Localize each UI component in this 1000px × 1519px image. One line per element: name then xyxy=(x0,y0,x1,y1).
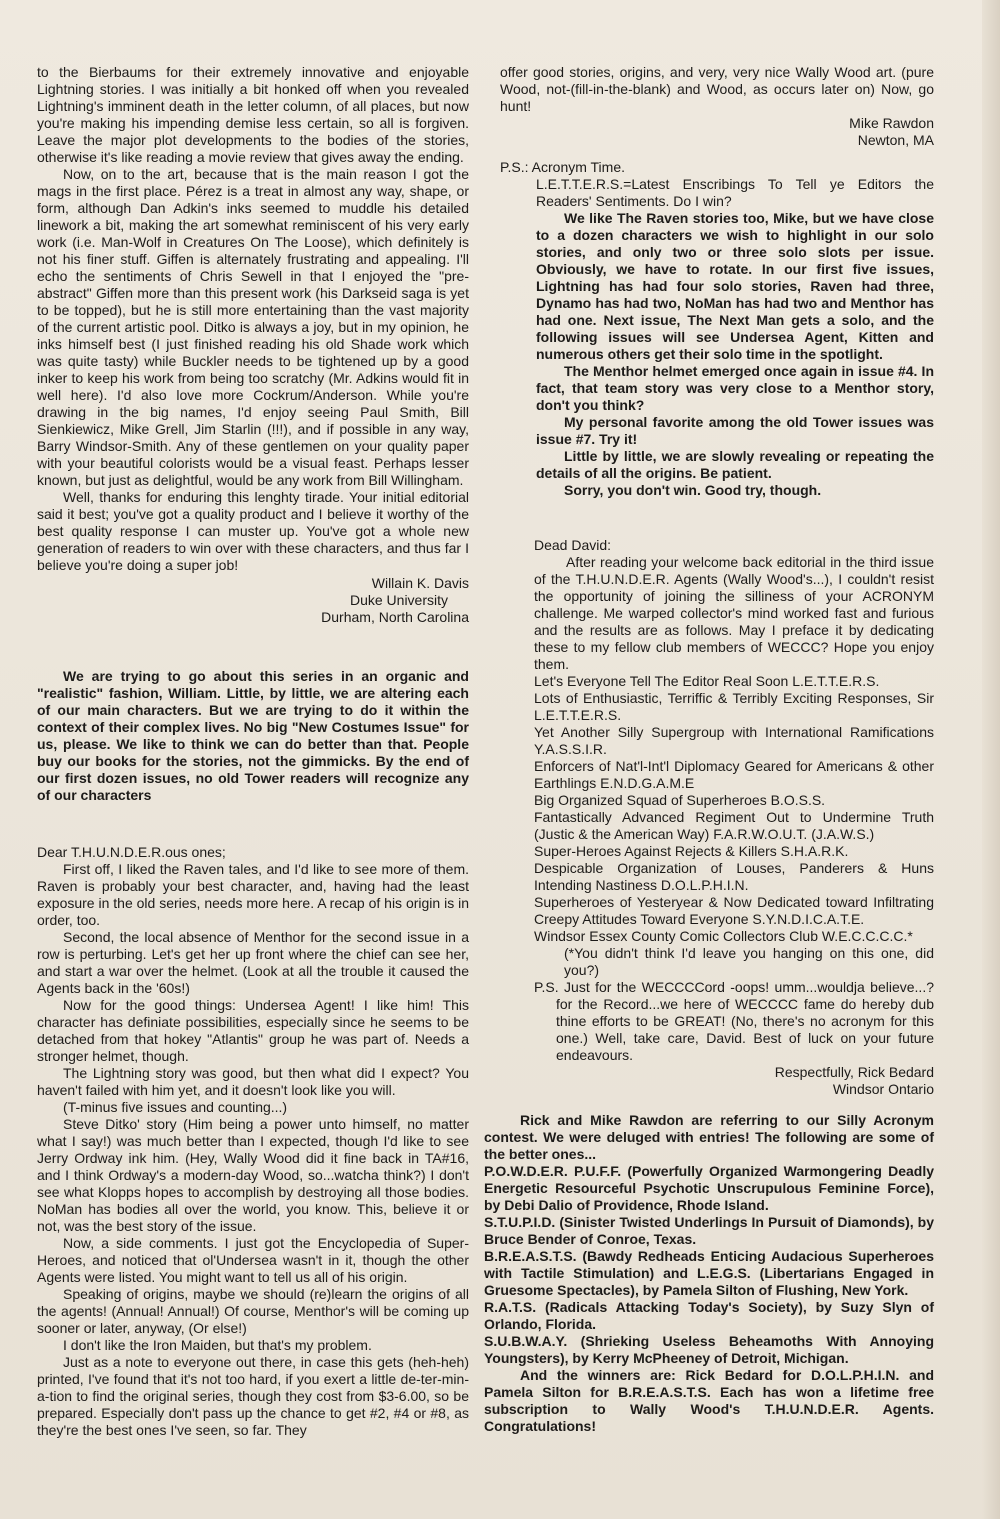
letter-bedard xyxy=(500,537,934,1098)
acronym-entry: Enforcers of Nat'l-Int'l Diplomacy Geared for Americans & other Earthlings E.N.D.G.A.M.E xyxy=(534,758,934,791)
acronym-entry: Big Organized Squad of Superheroes B.O.S.S. xyxy=(534,792,826,808)
editor-reply-text: We like The Raven stories too, Mike, but we have close to a dozen characters we wish to highlight in our solo stories, and only two or three solo slots per issue. Obviously, we have to rotate. In our first five issues, Lightning has had four solo stories, Raven had three, Dynamo has had two, NoMan has had two and Menthor has had one. Next issue, The Next Man gets a solo, and the following issues will see Undersea Agent, Kitten and numerous others get their solo time in the spotlight. xyxy=(536,210,934,362)
editor-reply-text: Little by little, we are slowly revealing or repeating the details of all the origins. Be patient. xyxy=(536,448,934,481)
editor-reply-text: The Menthor helmet emerged once again in issue #4. In fact, that team story was very close to a Menthor story, don't you think? xyxy=(536,363,934,413)
editor-reply-text: My personal favorite among the old Tower issues was issue #7. Try it! xyxy=(536,414,934,447)
letter-paragraph: (T-minus five issues and counting...) xyxy=(63,1099,288,1115)
acronym-entry: Lots of Enthusiastic, Terriffic & Terribly Exciting Responses, Sir L.E.T.T.E.R.S. xyxy=(534,690,934,723)
acronym-entry: Windsor Essex County Comic Collectors Club W.E.C.C.C.C.* xyxy=(534,928,913,944)
contest-winners: And the winners are: Rick Bedard for D.O.L.P.H.I.N. and Pamela Silton for B.R.E.A.S.T.S. Each has won a lifetime free subscription to Wally Wood's T.H.U.N.D.E.R. Agents. Congratulations! xyxy=(484,1367,934,1434)
footnote: (*You didn't think I'd leave you hanging on this one, did you?) xyxy=(564,945,934,978)
letter-paragraph: offer good stories, origins, and very, very nice Wally Wood art. (pure Wood, not-(fill-in-the-blank) and Wood, as occurs later on) Now, go hunt! xyxy=(500,64,934,114)
signature-name: Willain K. Davis xyxy=(371,575,469,591)
editor-reply-text: Sorry, you don't win. Good try, though. xyxy=(564,482,822,498)
letter-paragraph: First off, I liked the Raven tales, and I'd like to see more of them. Raven is probably your best character, and, having had the least exposure in the old series, needs more here. A recap of his origin is in order, too. xyxy=(37,861,469,928)
postscript-heading: P.S.: Acronym Time. xyxy=(500,159,626,175)
contest-entry: S.U.B.W.A.Y. (Shrieking Useless Beheamoths With Annoying Youngsters), by Kerry McPheeney of Detroit, Michigan. xyxy=(484,1333,934,1366)
letter-paragraph: Just as a note to everyone out there, in case this gets (heh-heh) printed, I've found that it's not too hard, if you exert a little de-ter-min-a-tion to find the original series, though they cost from $3-6.00, so be prepared. Especially don't pass up the chance to get #2, #4 or #8, as they're the best ones I've seen, so far. They xyxy=(37,1354,469,1438)
editor-reply-text: We are trying to go about this series in an organic and "realistic" fashion, William. Little, by little, we are altering each of our main characters. But we are trying to do it within the context of their complex lives. No big "New Costumes Issue" for us, please. We like to think we can do better than that. People buy our books for the stories, not the gimmicks. By the end of our first dozen issues, no old Tower readers will recognize any of our characters xyxy=(37,668,469,803)
signature-name: Respectfully, Rick Bedard xyxy=(774,1064,934,1080)
editor-reply-text: Rick and Mike Rawdon are referring to our Silly Acronym contest. We were deluged with entries! The following are some of the better ones... xyxy=(484,1112,934,1162)
letter-paragraph: Now, a side comments. I just got the Encyclopedia of Super-Heroes, and noticed that ol'Undersea wasn't in it, though the other Agents were listed. You might want to tell us all of his origin. xyxy=(37,1235,469,1285)
acronym-entry: Fantastically Advanced Regiment Out to Undermine Truth (Justic & the American Way) F.A.R.W.O.U.T. (J.A.W.S.) xyxy=(534,809,934,842)
salutation: Dear T.H.U.N.D.E.R.ous ones; xyxy=(37,844,226,860)
editor-reply-rawdon xyxy=(500,210,934,499)
contest-entry: R.A.T.S. (Radicals Attacking Today's Society), by Suzy Slyn of Orlando, Florida. xyxy=(484,1299,934,1332)
letter-paragraph: I don't like the Iron Maiden, but that's my problem. xyxy=(63,1337,372,1353)
letter-paragraph: Speaking of origins, maybe we should (re)learn the origins of all the agents! (Annual! Annual!) Of course, Menthor's will be coming up sooner or later, anyway, (Or else!) xyxy=(37,1286,469,1336)
page-edge-shadow xyxy=(982,0,1000,1519)
letter-paragraph: After reading your welcome back editorial in the third issue of the T.H.U.N.D.E.R. Agents (Wally Wood's...), I couldn't resist the opportunity of joining the silliness of your ACRONYM challenge. Me warped collector's mind worked fast and furious and the results are as follows. May I preface it by dedicating these to my fellow club members of WECCC? Hope you enjoy them. xyxy=(534,554,934,672)
letter-davis xyxy=(37,64,469,626)
letter-paragraph: The Lightning story was good, but then what did I expect? You haven't failed with him yet, and it doesn't look like you will. xyxy=(37,1065,469,1098)
contest-entry: B.R.E.A.S.T.S. (Bawdy Redheads Enticing Audacious Superheroes with Tactile Stimulation) and L.E.G.S. (Libertarians Engaged in Gruesome Spectacles), by Pamela Silton of Flushing, New York. xyxy=(484,1248,934,1298)
letter-paragraph: Now, on to the art, because that is the main reason I got the mags in the first place. Pérez is a treat in almost any way, shape, or form, although Dan Adkin's inks seemed to muddle his detailed linework a bit, making the art somewhat reminiscent of his very early work (i.e. Man-Wolf in Creatures On The Loose), which definitely is not his finer stuff. Giffen is alternately frustrating and appealing. I'll echo the sentiments of Chris Sewell in that I enjoyed the "pre-abstract" Giffen more than this present work (his Darkseid saga is yet to be topped), but he is still more entertaining than the vast majority of the current artistic pool. Ditko is always a joy, but in my opinion, he inks himself best (I just finished reading his old Shade work which was quite tasty) while Buckler needs to be tightened up by a good inker to keep his work from being too scratchy (Mr. Adkins would fit in well here). I'd also love more Cockrum/Anderson. While you're drawing in the big names, I'd enjoy seeing Paul Smith, Bill Sienkiewicz, Mike Grell, Jim Starlin (!!!), and if possible in any way, Barry Windsor-Smith. Any of these gentlemen on your quality paper with your beautiful colorists would be a visual feast. Perhaps lesser known, but just as delightful, would be any work from Bill Willingham. xyxy=(37,166,469,488)
acronym-entry: Superheroes of Yesteryear & Now Dedicated toward Infiltrating Creepy Attitudes Toward Everyone S.Y.N.D.I.C.A.T.E. xyxy=(534,894,934,927)
acronym-entry: Let's Everyone Tell The Editor Real Soon L.E.T.T.E.R.S. xyxy=(534,673,880,689)
acronym-list xyxy=(534,673,934,945)
signature-location: Windsor Ontario xyxy=(832,1081,934,1097)
postscript: P.S. Just for the WECCCCord -oops! umm...wouldja believe...? for the Record...we here of WECCCC fame do hereby dub thine efforts to be GREAT! (No, there's no acronym for this one.) Well, take care, David. Best of luck on your future endeavours. xyxy=(534,979,934,1063)
signature-name: Mike Rawdon xyxy=(849,115,934,131)
signature-affiliation: Duke University xyxy=(349,592,448,608)
contest-entry: S.T.U.P.I.D. (Sinister Twisted Underlings In Pursuit of Diamonds), by Bruce Bender of Conroe, Texas. xyxy=(484,1214,934,1247)
signature xyxy=(37,575,469,626)
signature-location: Durham, North Carolina xyxy=(321,609,469,625)
letter-paragraph: Second, the local absence of Menthor for the second issue in a row is perturbing. Let's get her up front where the chief can see her, and start a war over the helmet. (Look at all the trouble it caused the Agents back in the '60s!) xyxy=(37,929,469,996)
letter-rawdon-continued xyxy=(500,64,934,210)
salutation: Dead David: xyxy=(534,537,612,553)
letter-paragraph: Steve Ditko' story (Him being a power unto himself, no matter what I say!) was much better than I expected, though I'd like to see Jerry Ordway ink him. (Hey, Wally Wood did it fine back in TA#16, and I think Ordway's a modern-day Wood, so...watcha think?) I don't see what Klopps hopes to accomplish by destroying all those bodies. NoMan has bodies all over the world, you know. This, believe it or not, was the best story of the issue. xyxy=(37,1116,469,1234)
editor-reply-davis xyxy=(37,668,469,804)
signature-location: Newton, MA xyxy=(857,132,934,148)
postscript-body: L.E.T.T.E.R.S.=Latest Enscribings To Tell ye Editors the Readers' Sentiments. Do I win? xyxy=(536,176,934,209)
letter-paragraph: Now for the good things: Undersea Agent! I like him! This character has definiate possibilities, especially since he seems to be detached from that hokey "Atlantis" group he was part of. Needs a stronger helmet, though. xyxy=(37,997,469,1064)
letter-rawdon xyxy=(37,844,469,1439)
left-column xyxy=(37,64,469,1439)
acronym-entry: Super-Heroes Against Rejects & Killers S.H.A.R.K. xyxy=(534,843,849,859)
acronym-entry: Despicable Organization of Louses, Panderers & Huns Intending Nastiness D.O.L.P.H.I.N. xyxy=(534,860,934,893)
acronym-entry: Yet Another Silly Supergroup with International Ramifications Y.A.S.S.I.R. xyxy=(534,724,934,757)
letter-paragraph: to the Bierbaums for their extremely innovative and enjoyable Lightning stories. I was initially a bit honked off when you revealed Lightning's imminent death in the letter column, of all places, but now you're making his impending demise less certain, so all is forgiven. Leave the major plot developments to the bodies of the stories, otherwise it's like reading a movie review that gives away the ending. xyxy=(37,64,469,165)
editor-reply-contest xyxy=(484,1112,934,1435)
right-column xyxy=(484,64,934,1435)
letter-paragraph: Well, thanks for enduring this lenghty tirade. Your initial editorial said it best; you've got a quality product and I believe it worthy of the best quality response I can muster up. You've got a whole new generation of readers to win over with these characters, and thus far I believe you're doing a super job! xyxy=(37,489,469,573)
contest-entry: P.O.W.D.E.R. P.U.F.F. (Powerfully Organized Warmongering Deadly Energetic Resourceful Psychotic Unscrupulous Feminine Force), by Debi Dalio of Providence, Rhode Island. xyxy=(484,1163,934,1213)
